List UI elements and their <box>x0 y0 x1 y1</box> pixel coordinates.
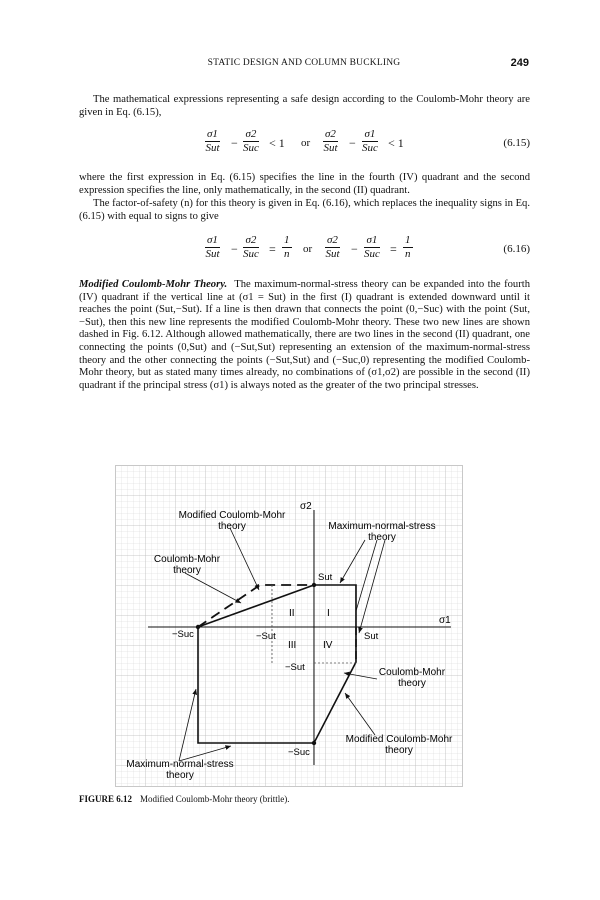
point-neg-suc-y <box>312 741 316 745</box>
eq615-frac-4: σ1 Suc <box>362 128 378 154</box>
figure-6-12 <box>115 465 463 787</box>
equation-number-6-15: (6.15) <box>503 137 530 149</box>
axis-label-sigma2: σ2 <box>300 501 312 512</box>
label-max-normal-bottom-line2: theory <box>166 770 194 781</box>
label-modified-cm-bottom-line2: theory <box>385 745 413 756</box>
label-cm-right-line1: Coulomb-Mohr <box>378 667 446 678</box>
label-cm-right-line2: theory <box>398 678 426 689</box>
paragraph-after-6-15: where the first expression in Eq. (6.15) specifies the line in the fourth (IV) quadrant and the second expression specifies the line, only mathematically, in the second (II) quadrant. <box>79 172 530 196</box>
point-sut-y <box>312 583 316 587</box>
tick-neg-suc-y: −Suc <box>288 747 310 758</box>
paragraph-intro: The mathematical expressions representing a safe design according to the Coulomb-Mohr theory are given in Eq. (6.15), <box>79 94 530 118</box>
equation-6-16: σ1 Sut − σ2 Suc = $\frac{1}{n}$ or σ2 Sut − σ1 Suc = $\frac{1}{n}$ (6.16) <box>205 234 530 260</box>
label-max-normal-top-line1: Maximum-normal-stress <box>328 521 436 532</box>
eq615-frac-1: σ1 Sut <box>205 128 220 154</box>
tick-neg-suc: −Suc <box>172 629 194 640</box>
figure-caption <box>79 794 290 804</box>
eq616-frac-2: σ2 Suc <box>243 234 259 260</box>
equation-number-6-16: (6.16) <box>503 243 530 255</box>
page-number: 249 <box>510 57 529 69</box>
eq616-frac-n: $\frac{1}{n}$ <box>284 234 290 260</box>
label-modified-cm-top-line2: theory <box>218 521 246 532</box>
label-modified-cm-top-line1: Modified Coulomb-Mohr <box>178 510 286 521</box>
eq616-frac-4: σ1 Suc <box>364 234 380 260</box>
paragraph-factor-of-safety: The factor-of-safety (n) for this theory is given in Eq. (6.16), which replaces the inequality signs in Eq. (6.15) with equal to signs to give <box>79 198 530 222</box>
eq615-frac-2: σ2 Suc <box>243 128 259 154</box>
paragraph-modified-coulomb-mohr <box>79 279 530 392</box>
equation-6-15: σ1 Sut − σ2 Suc < 1 or σ2 Sut − σ1 Suc < 1 (6.15) <box>205 128 530 154</box>
tick-neg-sut-x: −Sut <box>256 631 276 642</box>
tick-sut-x: Sut <box>364 631 379 642</box>
label-cm-left-line2: theory <box>173 565 201 576</box>
figure-caption-label: FIGURE 6.12 <box>79 794 133 804</box>
label-max-normal-bottom-line1: Maximum-normal-stress <box>126 759 234 770</box>
quadrant-IV: IV <box>323 640 333 651</box>
quadrant-I: I <box>327 608 330 619</box>
figure-svg <box>115 465 463 787</box>
tick-sut-y: Sut <box>318 572 333 583</box>
quadrant-II: II <box>289 608 295 619</box>
tick-neg-sut-y: −Sut <box>285 662 305 673</box>
eq616-frac-1: σ1 Sut <box>205 234 220 260</box>
point-neg-suc <box>196 625 200 629</box>
axis-label-sigma1: σ1 <box>439 615 451 626</box>
eq616-frac-n-2: $\frac{1}{n}$ <box>405 234 411 260</box>
eq615-frac-3: σ2 Sut <box>323 128 338 154</box>
paragraph-modified-cm-body: The maximum-normal-stress theory can be expanded into the fourth (IV) quadrant if the vertical line at (σ1 = Sut) in the first (I) quadrant is extended downward until it reaches the point (Sut,−Sut). If a line is then drawn that connects the point (0,−Suc) with the point (Sut,−Sut), then this new line represents the modified Coulomb-Mohr theory. These two new lines are shown dashed in Fig. 6.12. Although allowed mathematically, there are two lines in the second (II) quadrant, one connecting the points (0,Sut) and (−Sut,Sut) representing an extension of the maximum-normal-stress theory and the other connecting the points (−Sut,Sut) and (−Suc,0) representing the modified Coulomb-Mohr theory, but as stated many times already, no combinations of (σ1,σ2) are possible in the second (II) quadrant if the principal stress (σ1) is always noted as the greater of the two principal stresses. <box>79 279 531 391</box>
label-modified-cm-bottom-line1: Modified Coulomb-Mohr <box>345 734 453 745</box>
label-cm-left-line1: Coulomb-Mohr <box>153 554 221 565</box>
figure-caption-text: Modified Coulomb-Mohr theory (brittle). <box>140 794 290 804</box>
section-run-in-title: Modified Coulomb-Mohr Theory. <box>79 279 228 290</box>
label-max-normal-top-line2: theory <box>368 532 396 543</box>
eq616-frac-3: σ2 Sut <box>325 234 340 260</box>
running-head: STATIC DESIGN AND COLUMN BUCKLING <box>207 58 401 68</box>
quadrant-III: III <box>288 640 297 651</box>
page-header <box>79 58 529 72</box>
